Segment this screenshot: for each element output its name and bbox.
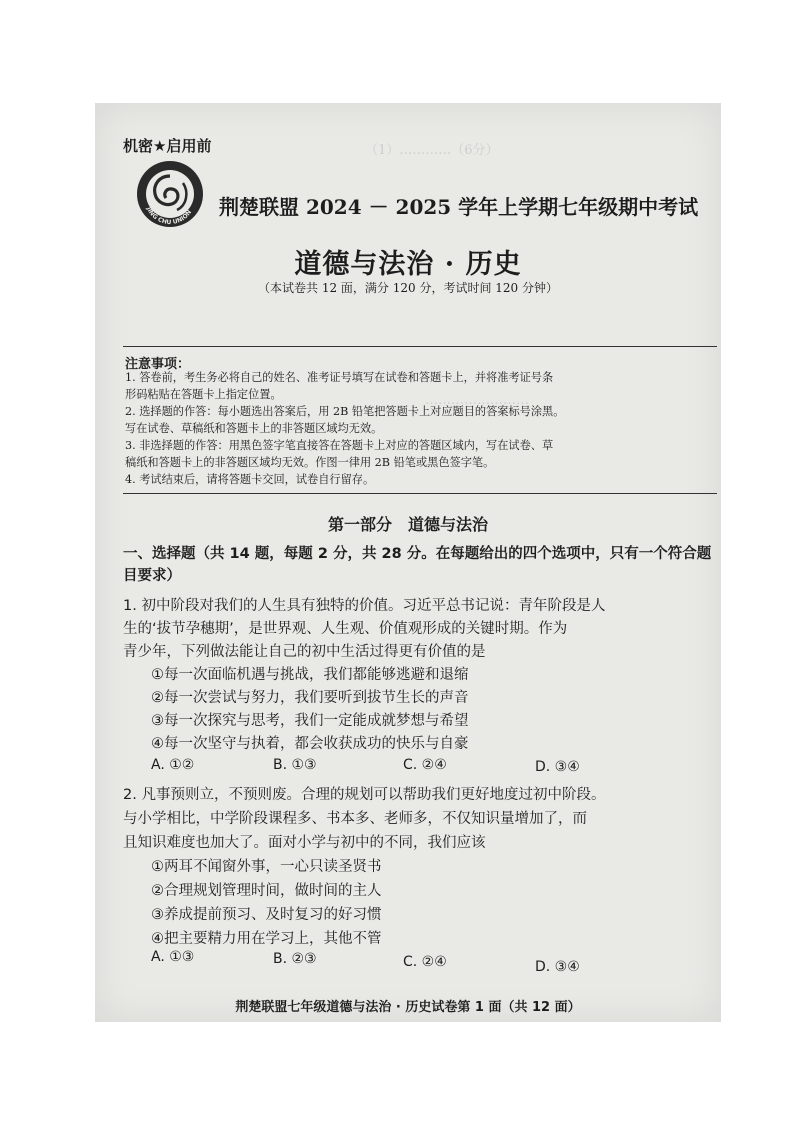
exam-info: （本试卷共 12 面，满分 120 分，考试时间 120 分钟） bbox=[258, 281, 558, 295]
divider bbox=[123, 346, 717, 347]
logo-ring-text: JING CHU UNION bbox=[144, 206, 194, 227]
notice-item: 形码粘贴在答题卡上指定位置。 bbox=[125, 388, 282, 401]
question-2-line: 2. 凡事预则立，不预则废。合理的规划可以帮助我们更好地度过初中阶段。 bbox=[123, 787, 606, 803]
question-2-option-b[interactable]: B. ②③ bbox=[273, 951, 317, 967]
part-title: 第一部分 道德与法治 bbox=[327, 515, 488, 534]
question-1-statement: ②每一次尝试与努力，我们要听到拔节生长的声音 bbox=[151, 690, 469, 706]
divider bbox=[123, 493, 717, 494]
question-2-option-c[interactable]: C. ②④ bbox=[403, 954, 447, 970]
question-1-line: 青少年，下列做法能让自己的初中生活过得更有价值的是 bbox=[123, 644, 486, 660]
notice-item: 2. 选择题的作答：每小题选出答案后，用 2B 铅笔把答题卡上对应题目的答案标号涂黑。 bbox=[125, 405, 565, 418]
exam-title: 荆楚联盟 2024 － 2025 学年上学期七年级期中考试 bbox=[219, 195, 699, 219]
question-2-line: 且知识难度也加大了。面对小学与初中的不同，我们应该 bbox=[123, 835, 486, 851]
question-2-line: 与小学相比，中学阶段课程多、书本多、老师多，不仅知识量增加了，而 bbox=[123, 811, 587, 827]
notice-item: 写在试卷、草稿纸和答题卡上的非答题区域均无效。 bbox=[125, 422, 383, 435]
question-2-option-a[interactable]: A. ①③ bbox=[151, 949, 195, 965]
subject-title: 道德与法治 · 历史 bbox=[294, 249, 522, 280]
notice-item: 3. 非选择题的作答：用黑色签字笔直接答在答题卡上对应的答题区域内，写在试卷、草 bbox=[125, 439, 554, 452]
question-1-statement: ①每一次面临机遇与挑战，我们都能够逃避和退缩 bbox=[151, 667, 469, 683]
question-1-option-a[interactable]: A. ①② bbox=[151, 757, 195, 773]
page-footer: 荆楚联盟七年级道德与法治 · 历史试卷第 1 面（共 12 面） bbox=[235, 1000, 581, 1015]
notice-item: 1. 答卷前，考生务必将自己的姓名、准考证号填写在试卷和答题卡上，并将准考证号条 bbox=[125, 371, 554, 384]
secret-mark: 机密★启用前 bbox=[123, 137, 212, 155]
question-1-option-c[interactable]: C. ②④ bbox=[403, 757, 447, 773]
question-2-statement: ②合理规划管理时间，做时间的主人 bbox=[151, 883, 382, 899]
question-1-line: 生的‘拔节孕穗期’，是世界观、人生观、价值观形成的关键时期。作为 bbox=[123, 621, 568, 637]
jingchu-union-logo-icon bbox=[135, 159, 205, 229]
notice-item: 稿纸和答题卡上的非答题区域均无效。作图一律用 2B 铅笔或黑色签字笔。 bbox=[125, 456, 495, 469]
notice-title: 注意事项： bbox=[125, 357, 191, 372]
question-1-option-d[interactable]: D. ③④ bbox=[535, 759, 580, 775]
question-1-option-b[interactable]: B. ①③ bbox=[273, 757, 317, 773]
question-1-statement: ④每一次坚守与执着，都会收获成功的快乐与自豪 bbox=[151, 736, 469, 752]
bleed-through-text: …………………… bbox=[425, 393, 529, 408]
bleed-through-text: （1）…………（6分） bbox=[365, 143, 499, 158]
question-1-line: 1. 初中阶段对我们的人生具有独特的价值。习近平总书记说：青年阶段是人 bbox=[123, 598, 606, 614]
notice-item: 4. 考试结束后，请将答题卡交回，试卷自行留存。 bbox=[125, 473, 375, 486]
question-2-statement: ①两耳不闻窗外事，一心只读圣贤书 bbox=[151, 859, 382, 875]
section-title: 一、选择题（共 14 题，每题 2 分，共 28 分。在每题给出的四个选项中，只有一个符合题目要求） bbox=[123, 546, 712, 584]
question-2-statement: ④把主要精力用在学习上，其他不管 bbox=[151, 931, 382, 947]
question-2-option-d[interactable]: D. ③④ bbox=[535, 959, 580, 975]
question-1-statement: ③每一次探究与思考，我们一定能成就梦想与希望 bbox=[151, 713, 469, 729]
question-2-statement: ③养成提前预习、及时复习的好习惯 bbox=[151, 907, 382, 923]
exam-paper bbox=[95, 103, 721, 1022]
